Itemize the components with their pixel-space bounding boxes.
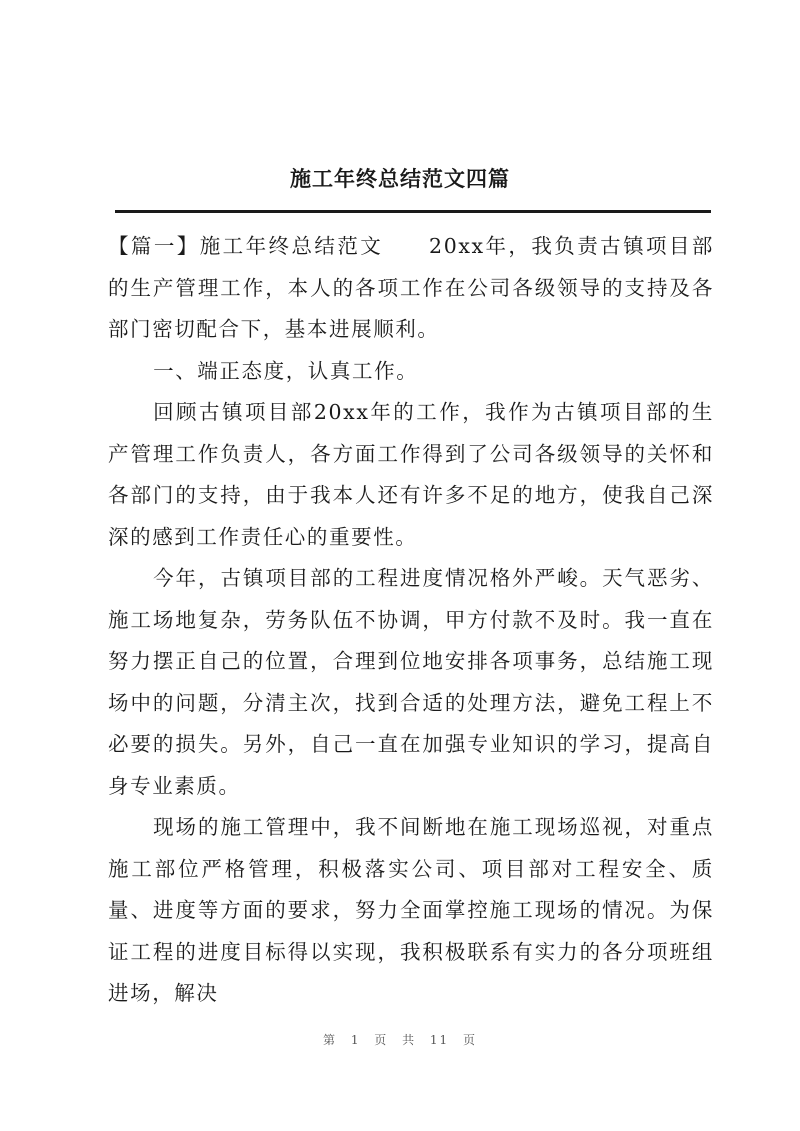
paragraph: 回顾古镇项目部20xx年的工作，我作为古镇项目部的生产管理工作负责人，各方面工作得到了公司各级领导的关怀和各部门的支持，由于我本人还有许多不足的地方，使我自己深深的感到工作责任心的重要性。: [108, 400, 714, 549]
paragraph: 今年，古镇项目部的工程进度情况格外严峻。天气恶劣、施工场地复杂，劳务队伍不协调，甲方付款不及时。我一直在努力摆正自己的位置，合理到位地安排各项事务，总结施工现场中的问题，分清主次，找到合适的处理方法，避免工程上不必要的损失。另外，自己一直在加强专业知识的学习，提高自身专业素质。: [108, 566, 714, 798]
paragraph-intro: 【篇一】施工年终总结范文 20xx年，我负责古镇项目部的生产管理工作，本人的各项工作在公司各级领导的支持及各部门密切配合下，基本进展顺利。: [108, 234, 714, 341]
document-body: [108, 226, 714, 1015]
page-number-footer: 第 1 页 共 11 页: [323, 1033, 477, 1047]
document-title: 施工年终总结范文四篇: [290, 166, 510, 191]
title-divider: [115, 210, 711, 213]
section-heading: 一、端正态度，认真工作。: [153, 358, 419, 383]
paragraph: 现场的施工管理中，我不间断地在施工现场巡视，对重点施工部位严格管理，积极落实公司、项目部对工程安全、质量、进度等方面的要求，努力全面掌控施工现场的情况。为保证工程的进度目标得以实现，我积极联系有实力的各分项班组进场，解决: [108, 815, 714, 1005]
